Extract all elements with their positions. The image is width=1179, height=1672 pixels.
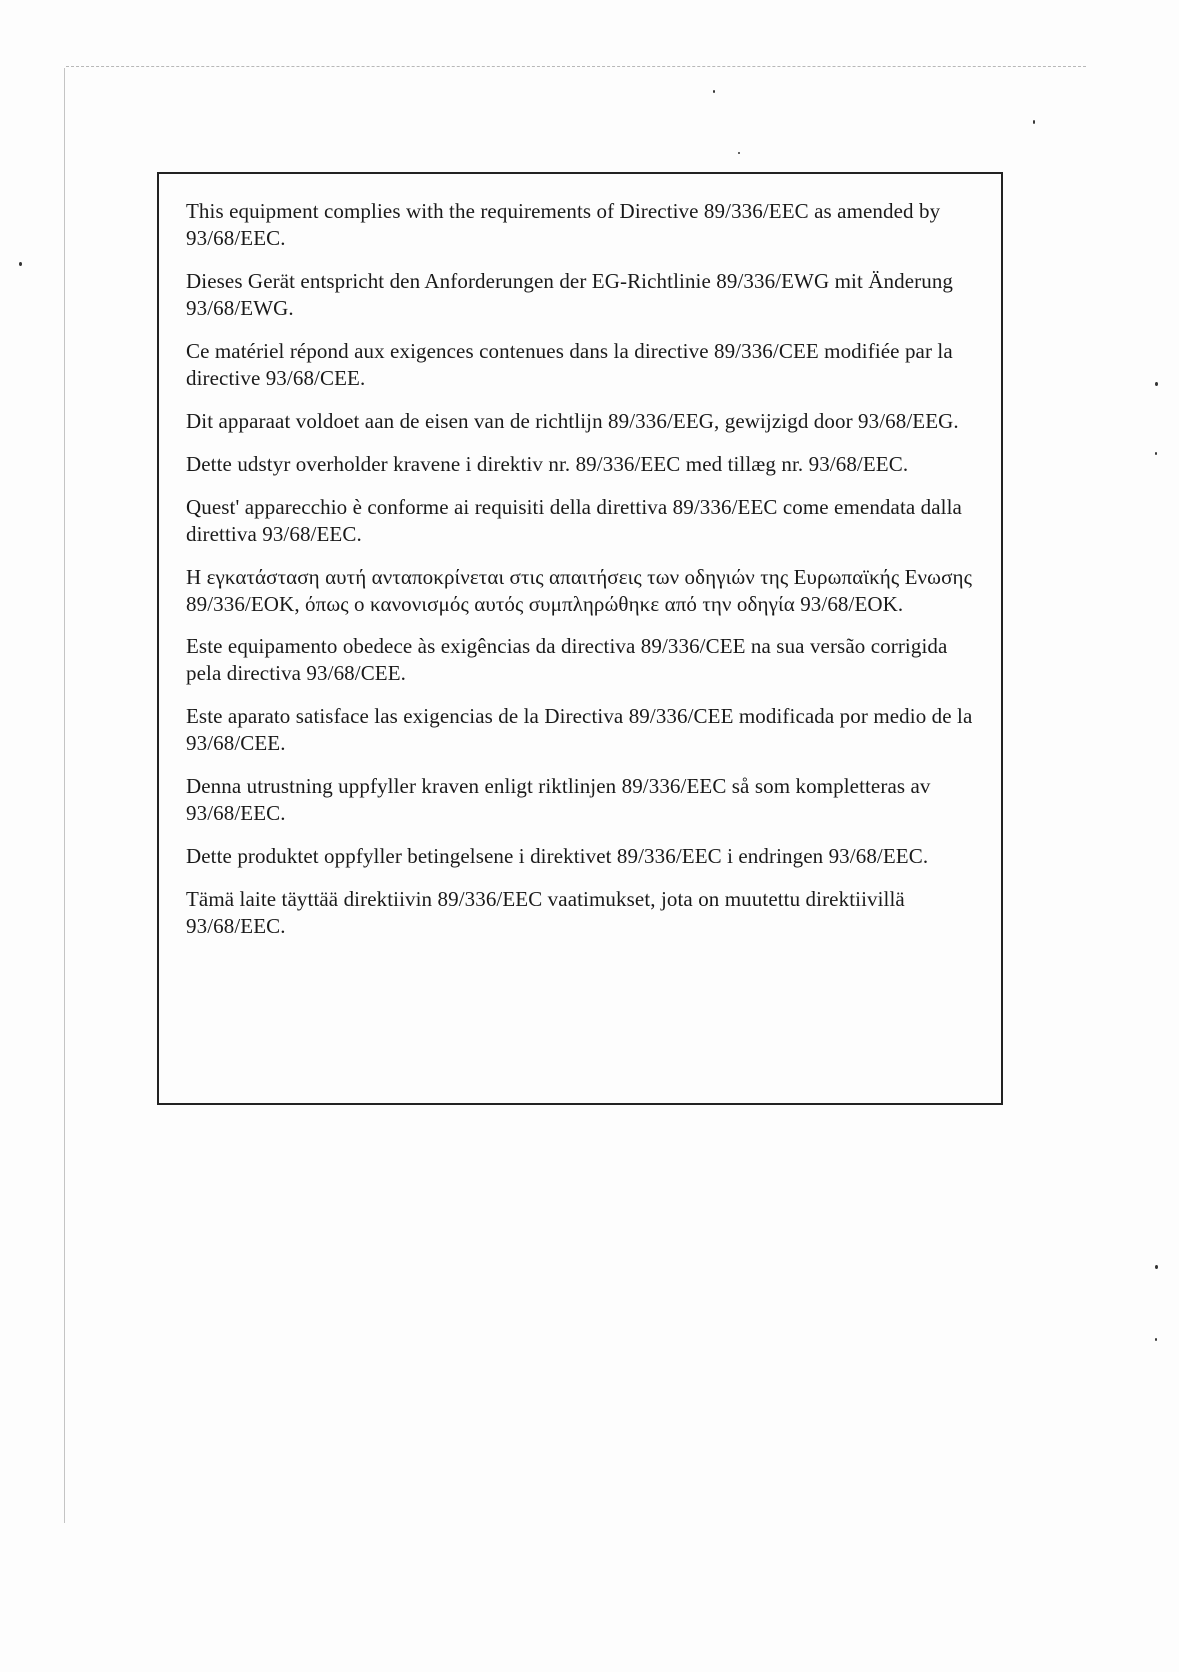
scan-speck [19, 262, 22, 266]
statement-danish: Dette udstyr overholder kravene i direktiv nr. 89/336/EEC med tillæg nr. 93/68/EEC. [186, 452, 909, 476]
statement-italian: Quest' apparecchio è conforme ai requisiti della direttiva 89/336/EEC come emendata dalla direttiva 93/68/EEC. [186, 495, 962, 546]
statement-english: This equipment complies with the requirements of Directive 89/336/EEC as amended by 93/68/EEC. [186, 199, 941, 250]
statement-german: Dieses Gerät entspricht den Anforderungen der EG-Richtlinie 89/336/EWG mit Änderung 93/68/EWG. [186, 269, 954, 320]
statement-dutch: Dit apparaat voldoet aan de eisen van de richtlijn 89/336/EEG, gewijzigd door 93/68/EEG. [186, 409, 959, 433]
scan-edge-left [64, 68, 65, 1523]
scan-speck [1155, 1265, 1158, 1269]
statement-norwegian: Dette produktet oppfyller betingelsene i direktivet 89/336/EEC i endringen 93/68/EEC. [186, 844, 929, 868]
statement-french: Ce matériel répond aux exigences contenues dans la directive 89/336/CEE modifiée par la directive 93/68/CEE. [186, 339, 953, 390]
scan-speck [1155, 452, 1157, 455]
compliance-notice-box [157, 172, 1003, 1105]
scan-speck [1155, 1338, 1157, 1341]
statement-spanish: Este aparato satisface las exigencias de la Directiva 89/336/CEE modificada por medio de la 93/68/CEE. [186, 704, 973, 755]
statement-finnish: Tämä laite täyttää direktiivin 89/336/EEC vaatimukset, jota on muutettu direktiivillä 93/68/EEC. [186, 887, 905, 938]
statement-portuguese: Este equipamento obedece às exigências da directiva 89/336/CEE na sua versão corrigida pela directiva 93/68/CEE. [186, 634, 948, 685]
scan-speck [1033, 120, 1035, 124]
statement-swedish: Denna utrustning uppfyller kraven enligt riktlinjen 89/336/EEC så som kompletteras av 93/68/EEC. [186, 774, 931, 825]
scan-edge-top [66, 66, 1086, 67]
scan-speck [713, 90, 715, 93]
scan-speck [738, 152, 740, 154]
scan-speck [1155, 382, 1158, 386]
statement-greek: Η εγκατάσταση αυτή ανταποκρίνεται στις απαιτήσεις των οδηγιών της Ευρωπαϊκής Ενωσης 89/336/EOK, όπως ο κανονισμός αυτός συμπληρώθηκε από την οδηγία 93/68/EOK. [186, 565, 972, 616]
